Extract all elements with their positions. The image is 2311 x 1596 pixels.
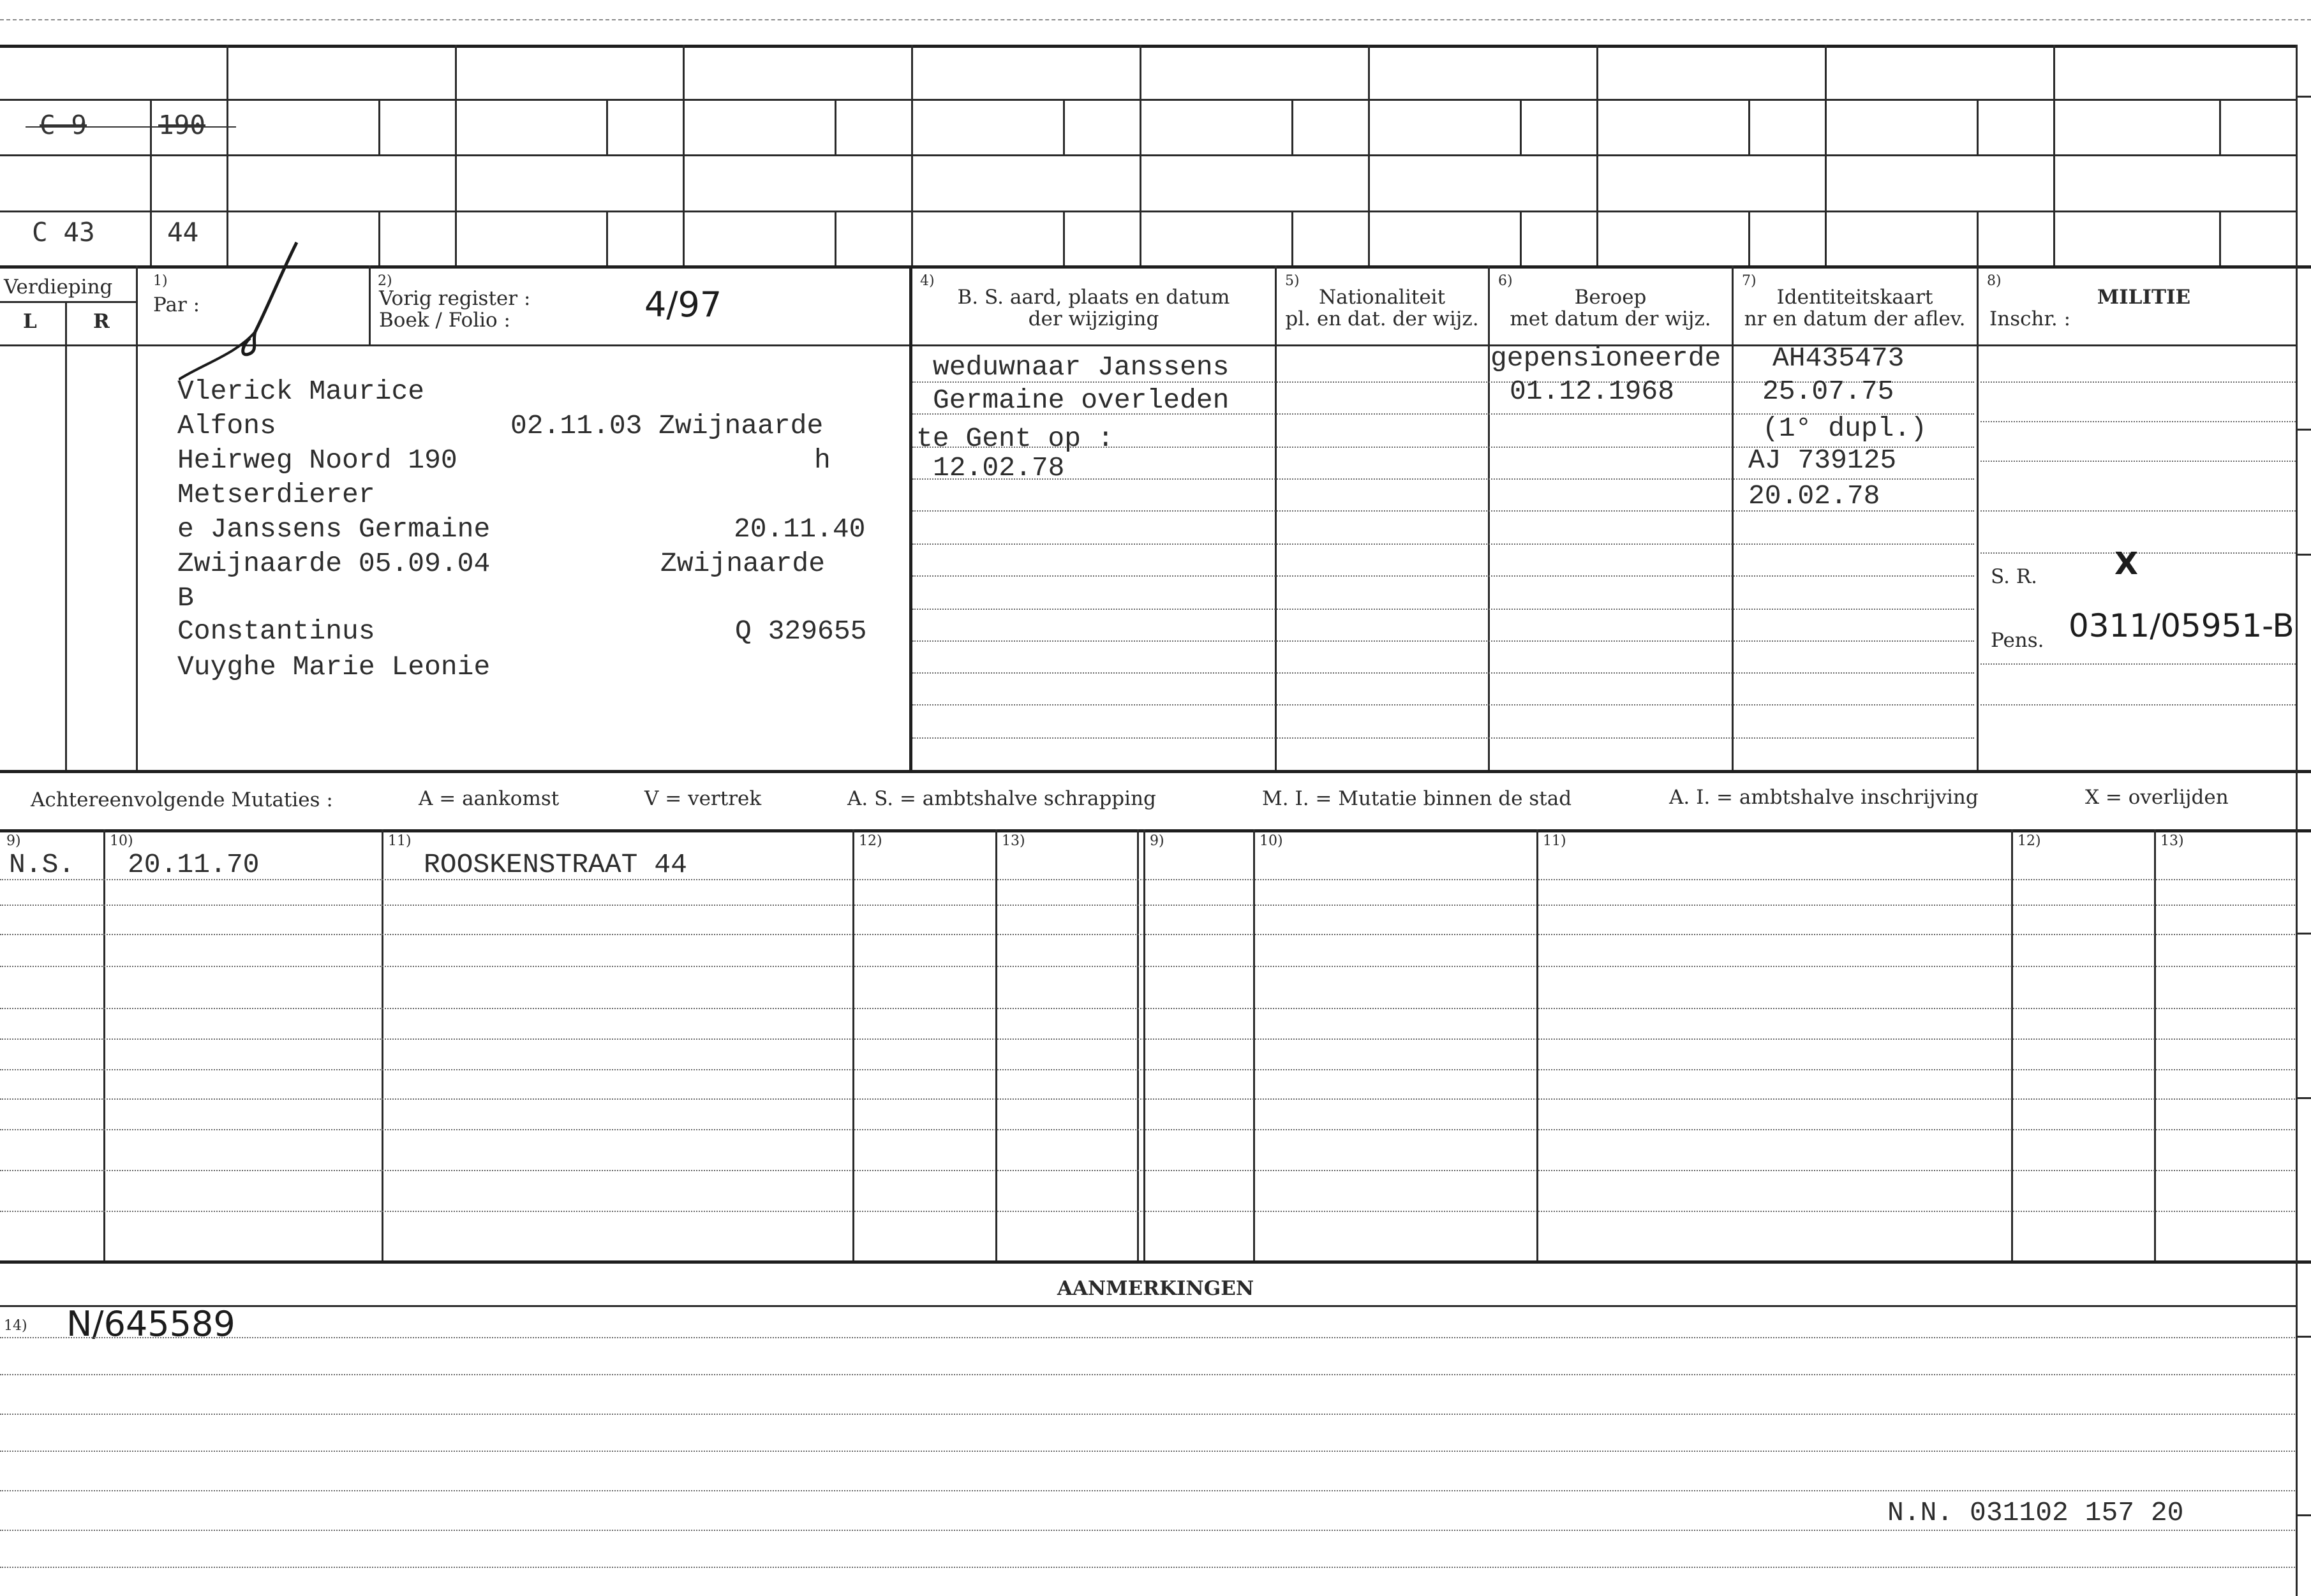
identiteit-header-line2: nr en datum der aflev. — [1744, 307, 1966, 330]
aanmerkingen-title: AANMERKINGEN — [1057, 1277, 1254, 1300]
aanmerkingen-row-line — [0, 1451, 2297, 1452]
person-address-suffix: h — [814, 445, 831, 476]
mutation-row-line — [0, 905, 2297, 906]
mutations-col-line — [852, 829, 854, 1260]
top-grid-vline — [1825, 45, 1827, 265]
sr-label: S. R. — [1991, 565, 2038, 588]
top-grid-vline — [683, 45, 685, 265]
mutation-field-10b: 10) — [1260, 833, 1283, 849]
verdieping-label: Verdieping — [4, 276, 113, 299]
field-number-7: 7) — [1742, 273, 1757, 289]
mutations-col-line — [995, 829, 997, 1260]
mutations-col-line — [382, 829, 383, 1260]
register-row-line — [912, 575, 1974, 577]
mutation-field-11b: 11) — [1543, 833, 1566, 849]
top-grid-bottom-border — [0, 265, 2311, 269]
top-edge-line — [0, 19, 2311, 20]
top-grid-subline — [606, 211, 608, 265]
field-number-14: 14) — [4, 1318, 27, 1334]
top-grid-subline — [1520, 99, 1522, 155]
bs-header-line2: der wijziging — [1028, 307, 1159, 330]
nationaliteit-header-line1: Nationaliteit — [1318, 286, 1446, 309]
right-edge-tick — [2296, 1336, 2311, 1338]
register-row-line — [912, 672, 1974, 674]
legend-title: Achtereenvolgende Mutaties : — [31, 788, 333, 811]
col-line-lr — [65, 301, 67, 770]
wijziging-line1: weduwnaar Janssens — [933, 351, 1230, 383]
top-grid-subline — [1063, 99, 1065, 155]
field-number-5: 5) — [1285, 273, 1300, 289]
mutations-top-border — [0, 829, 2311, 832]
wijziging-line2: Germaine overleden — [933, 385, 1230, 416]
register-row-line — [912, 640, 1974, 642]
beroep-date: 01.12.1968 — [1510, 376, 1675, 407]
mutation-field-11: 11) — [388, 833, 412, 849]
mutations-col-line — [1137, 829, 1139, 1260]
bs-header-line1: B. S. aard, plaats en datum — [957, 286, 1230, 309]
boek-folio-value: 4/97 — [644, 284, 722, 325]
person-address: Heirweg Noord 190 — [177, 445, 457, 476]
top-grid-subline — [606, 99, 608, 155]
person-mother: Vuyghe Marie Leonie — [177, 651, 491, 683]
mutation-row-line — [0, 1038, 2297, 1040]
aanmerkingen-row-line — [0, 1530, 2297, 1531]
person-spouse-birth-place: Zwijnaarde — [660, 548, 826, 579]
top-grid-subline — [835, 99, 836, 155]
aanmerkingen-row-line — [0, 1414, 2297, 1415]
militie-header: MILITIE — [2097, 286, 2191, 309]
mutation-date: 20.11.70 — [128, 849, 260, 880]
col-line-verdieping — [136, 265, 138, 770]
current-section-number: 44 — [167, 217, 199, 248]
person-code-b: B — [177, 582, 194, 614]
id-card-duplicate: (1° dupl.) — [1762, 413, 1928, 444]
par-label: Par : — [153, 293, 200, 316]
aanmerkingen-row-line — [0, 1490, 2297, 1491]
vorig-register-label: Vorig register : — [379, 287, 531, 310]
field-number-8: 8) — [1987, 273, 2002, 289]
id-card-date: 25.07.75 — [1762, 376, 1894, 407]
sr-value: X — [2114, 546, 2139, 582]
mutation-field-10: 10) — [110, 833, 133, 849]
top-grid-subline — [1291, 211, 1293, 265]
mutation-field-9: 9) — [6, 833, 21, 849]
mutation-address: ROOSKENSTRAAT 44 — [424, 849, 687, 880]
col-line-par — [369, 265, 371, 344]
person-father: Constantinus — [177, 616, 375, 647]
top-grid-vline — [1596, 45, 1598, 265]
mutations-col-line — [1143, 829, 1145, 1260]
current-section-code: C 43 — [32, 217, 95, 248]
mutation-code: N.S. — [9, 849, 75, 880]
person-first-names: Alfons — [177, 410, 276, 441]
militie-row-line — [1980, 663, 2296, 665]
boek-folio-label: Boek / Folio : — [379, 309, 510, 332]
top-grid-subline — [378, 211, 380, 265]
col-line-bs — [1275, 265, 1277, 770]
strike-line — [26, 126, 236, 128]
national-number: N.N. 031102 157 20 — [1887, 1497, 2184, 1528]
right-edge-tick — [2296, 96, 2311, 98]
verdieping-split-line — [0, 301, 137, 303]
top-grid-subline — [378, 99, 380, 155]
previous-section-code: C 9 — [40, 110, 87, 140]
beroep-occupation: gepensioneerde — [1490, 343, 1721, 374]
top-grid-subline — [1977, 99, 1979, 155]
mutation-row-line — [0, 1211, 2297, 1212]
mutation-row-line — [0, 1008, 2297, 1009]
mutations-bottom-border — [0, 1260, 2311, 1264]
mutation-row-line — [0, 1129, 2297, 1130]
previous-section-number: 190 — [158, 110, 206, 140]
col-line-beroep — [1732, 265, 1734, 770]
pens-label: Pens. — [1991, 629, 2044, 652]
legend-vertrek: V = vertrek — [644, 787, 762, 810]
nationaliteit-header-line2: pl. en dat. der wijz. — [1285, 307, 1479, 330]
beroep-header-line2: met datum der wijz. — [1510, 307, 1711, 330]
aanmerkingen-row-line — [0, 1567, 2297, 1568]
col-line-nat — [1488, 265, 1490, 770]
mutations-col-line — [2154, 829, 2156, 1260]
militie-row-line — [1980, 421, 2296, 422]
inschr-label: Inschr. : — [1989, 307, 2071, 330]
top-grid-subline — [835, 211, 836, 265]
top-grid-subline — [1748, 99, 1750, 155]
top-grid-row-line-3 — [0, 211, 2297, 212]
wijziging-line3: te Gent op : — [916, 423, 1114, 454]
field-number-1: 1) — [153, 273, 168, 289]
militie-row-line — [1980, 461, 2296, 462]
field-number-2: 2) — [378, 273, 392, 289]
field-number-6: 6) — [1498, 273, 1513, 289]
top-grid-vline — [2296, 45, 2298, 265]
mutations-col-line — [103, 829, 105, 1260]
mutation-field-12b: 12) — [2017, 833, 2041, 849]
top-grid-vline — [1368, 45, 1370, 265]
verdieping-l-label: L — [23, 310, 37, 333]
legend-mutatie-binnen-stad: M. I. = Mutatie binnen de stad — [1262, 787, 1572, 810]
top-grid-subline — [150, 99, 152, 265]
verdieping-r-label: R — [93, 310, 110, 333]
register-row-line — [912, 609, 1974, 610]
id-card-number: AH435473 — [1772, 343, 1905, 374]
mutation-row-line — [0, 1170, 2297, 1171]
mutation-field-12: 12) — [859, 833, 882, 849]
mutations-col-line — [1536, 829, 1538, 1260]
mutation-row-line — [0, 879, 2297, 880]
legend-top-border — [0, 770, 2311, 773]
top-grid-subline — [2219, 99, 2221, 155]
register-row-line — [912, 478, 1974, 480]
field-number-4: 4) — [920, 273, 935, 289]
person-marriage-date: 20.11.40 — [734, 514, 866, 545]
militie-row-line — [1980, 510, 2296, 512]
top-grid-subline — [1063, 211, 1065, 265]
mutations-col-line — [1253, 829, 1255, 1260]
col-line-identiteit — [1977, 265, 1979, 770]
top-grid-vline — [455, 45, 457, 265]
id-card-new-date: 20.02.78 — [1748, 480, 1880, 512]
mutation-field-13: 13) — [1002, 833, 1025, 849]
id-card-new-number: AJ 739125 — [1748, 445, 1897, 476]
top-grid-subline — [1520, 211, 1522, 265]
register-row-line — [912, 543, 1974, 545]
right-edge-tick — [2296, 1097, 2311, 1099]
person-spouse-birth: Zwijnaarde 05.09.04 — [177, 548, 491, 579]
top-grid-vline — [1140, 45, 1141, 265]
top-grid-vline — [2053, 45, 2055, 265]
person-reference: Q 329655 — [735, 616, 867, 647]
mutation-row-line — [0, 934, 2297, 935]
aanmerkingen-header-line — [0, 1305, 2297, 1307]
header-bottom-border — [0, 344, 2297, 346]
wijziging-line4: 12.02.78 — [933, 452, 1065, 484]
mutation-field-13b: 13) — [2160, 833, 2184, 849]
handwritten-par-mark — [179, 236, 306, 389]
person-birth-date-place: 02.11.03 Zwijnaarde — [510, 410, 824, 441]
mutation-row-line — [0, 1069, 2297, 1070]
right-edge-tick — [2296, 554, 2311, 556]
militie-row-line — [1980, 381, 2296, 383]
top-grid-subline — [1748, 211, 1750, 265]
aanmerkingen-value: N/645589 — [66, 1304, 235, 1344]
beroep-header-line1: Beroep — [1574, 286, 1647, 309]
right-edge-tick — [2296, 1514, 2311, 1516]
mutation-field-9b: 9) — [1150, 833, 1164, 849]
person-name: Vlerick Maurice — [177, 376, 425, 407]
top-grid-subline — [2219, 211, 2221, 265]
top-grid-subline — [1291, 99, 1293, 155]
legend-overlijden: X = overlijden — [2085, 786, 2229, 809]
pens-value: 0311/05951-B — [2069, 607, 2294, 644]
top-grid-vline — [227, 45, 228, 265]
person-occupation: Metserdierer — [177, 479, 375, 510]
top-grid-row-line-1 — [0, 99, 2297, 101]
register-row-line — [912, 704, 1974, 706]
right-edge-tick — [2296, 429, 2311, 431]
mutation-row-line — [0, 1098, 2297, 1100]
right-edge-line — [2296, 265, 2298, 1596]
person-spouse: e Janssens Germaine — [177, 514, 491, 545]
identiteit-header-line1: Identiteitskaart — [1776, 286, 1933, 309]
top-grid-row-line-2 — [0, 154, 2297, 156]
register-row-line — [912, 737, 1974, 739]
top-grid-vline — [911, 45, 913, 265]
militie-row-line — [1980, 704, 2296, 706]
top-grid-subline — [1977, 211, 1979, 265]
mutations-col-line — [2011, 829, 2013, 1260]
col-line-register — [909, 265, 912, 770]
legend-ambtshalve-inschrijving: A. I. = ambtshalve inschrijving — [1669, 786, 1979, 809]
aanmerkingen-row-line — [0, 1374, 2297, 1375]
mutation-row-line — [0, 966, 2297, 967]
aanmerkingen-row-line — [0, 1337, 2297, 1338]
legend-ambtshalve-schrapping: A. S. = ambtshalve schrapping — [847, 787, 1156, 810]
right-edge-tick — [2296, 933, 2311, 935]
top-grid-top-border — [0, 45, 2297, 48]
legend-aankomst: A = aankomst — [419, 787, 560, 810]
